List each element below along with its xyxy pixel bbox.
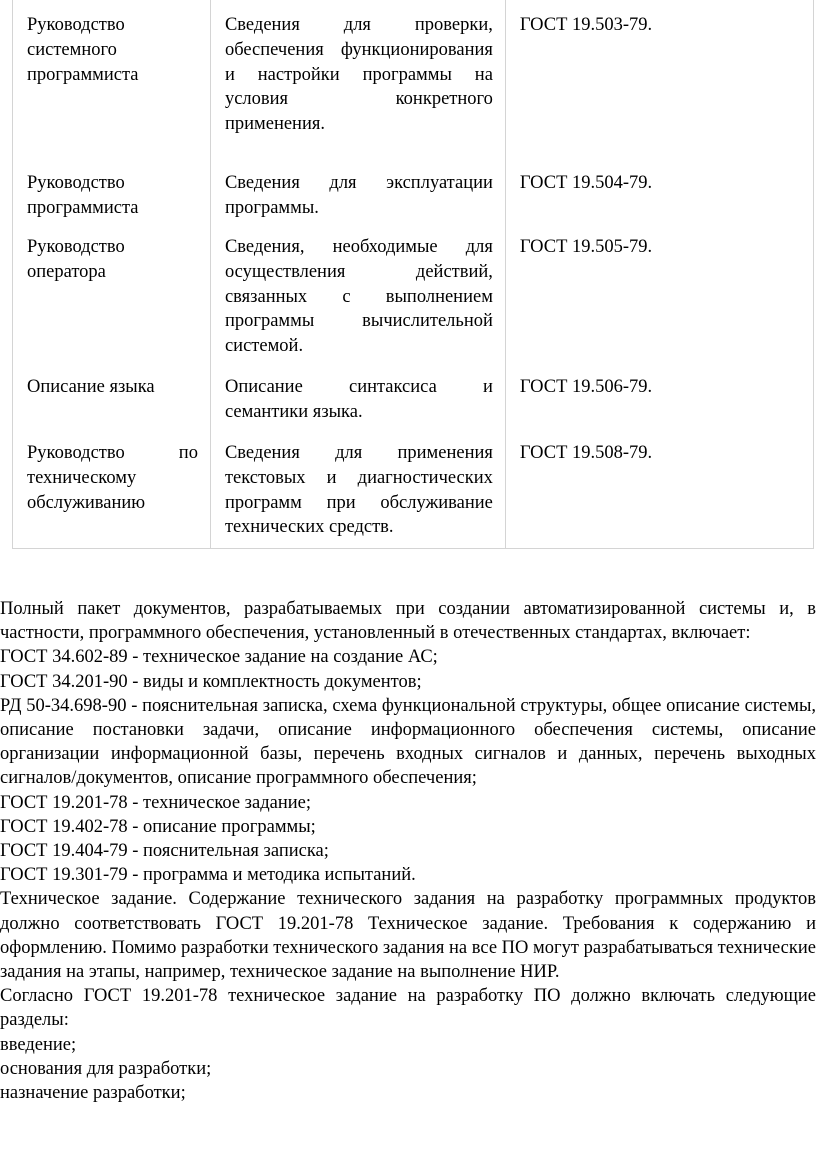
document-standard-cell: ГОСТ 19.505-79. bbox=[505, 226, 813, 366]
paragraph-technical-task: Техническое задание. Содержание технического задания на разработку программных продуктов должно соответствовать ГОСТ 19.201-78 Техническое задание. Требования к содержанию и оформлению. Помимо разработки технического задания на все ПО могут разрабатываться технические задания на этапы, например, техническое задание на выполнение НИР. bbox=[0, 889, 816, 983]
list-item: назначение разработки; bbox=[0, 1083, 186, 1104]
document-name-cell: Руководство программиста bbox=[13, 158, 211, 226]
body-text bbox=[0, 597, 816, 1105]
document-name-cell: Руководство оператора bbox=[13, 226, 211, 366]
list-item: основания для разработки; bbox=[0, 1058, 212, 1079]
paragraph-sections-intro: Согласно ГОСТ 19.201-78 техническое задание на разработку ПО должно включать следующие разделы: bbox=[0, 986, 816, 1031]
document-description-cell: Описание синтаксиса и семантики языка. bbox=[210, 366, 505, 432]
table-row bbox=[13, 0, 814, 158]
document-standard-cell: ГОСТ 19.506-79. bbox=[505, 366, 813, 432]
table-row bbox=[13, 158, 814, 226]
document-standard-cell: ГОСТ 19.508-79. bbox=[505, 432, 813, 549]
documents-table bbox=[12, 0, 814, 549]
document-standard-cell: ГОСТ 19.504-79. bbox=[505, 158, 813, 226]
document-name-cell: Руководство по техническому обслуживанию bbox=[13, 432, 211, 549]
document-name-cell: Описание языка bbox=[13, 366, 211, 432]
list-item: ГОСТ 34.602-89 - техническое задание на создание АС; bbox=[0, 647, 438, 668]
document-name-cell: Руководство системного программиста bbox=[13, 0, 211, 158]
table-row bbox=[13, 226, 814, 366]
list-item: РД 50-34.698-90 - пояснительная записка, схема функциональной структуры, общее описание системы, описание постановки задачи, описание информационного обеспечения системы, описание организации информационной базы, перечень входных сигналов и данных, перечень выходных сигналов/документов, описание программного обеспечения; bbox=[0, 695, 816, 789]
document-description-cell: Сведения для проверки, обеспечения функционирования и настройки программы на условия конкретного применения. bbox=[210, 0, 505, 158]
document-standard-cell: ГОСТ 19.503-79. bbox=[505, 0, 813, 158]
list-item: ГОСТ 34.201-90 - виды и комплектность документов; bbox=[0, 671, 422, 692]
list-item: ГОСТ 19.201-78 - техническое задание; bbox=[0, 792, 311, 813]
document-description-cell: Сведения для применения текстовых и диагностических программ при обслуживание технических средств. bbox=[210, 432, 505, 549]
list-item: ГОСТ 19.301-79 - программа и методика испытаний. bbox=[0, 865, 416, 886]
table-row bbox=[13, 366, 814, 432]
document-description-cell: Сведения для эксплуатации программы. bbox=[210, 158, 505, 226]
document-description-cell: Сведения, необходимые для осуществления действий, связанных с выполнением программы вычислительной системой. bbox=[210, 226, 505, 366]
list-item: ГОСТ 19.404-79 - пояснительная записка; bbox=[0, 841, 329, 862]
list-item: ГОСТ 19.402-78 - описание программы; bbox=[0, 816, 316, 837]
table-row bbox=[13, 432, 814, 549]
paragraph-intro: Полный пакет документов, разрабатываемых при создании автоматизированной системы и, в частности, программного обеспечения, установленный в отечественных стандартах, включает: bbox=[0, 599, 816, 644]
list-item: введение; bbox=[0, 1034, 77, 1055]
